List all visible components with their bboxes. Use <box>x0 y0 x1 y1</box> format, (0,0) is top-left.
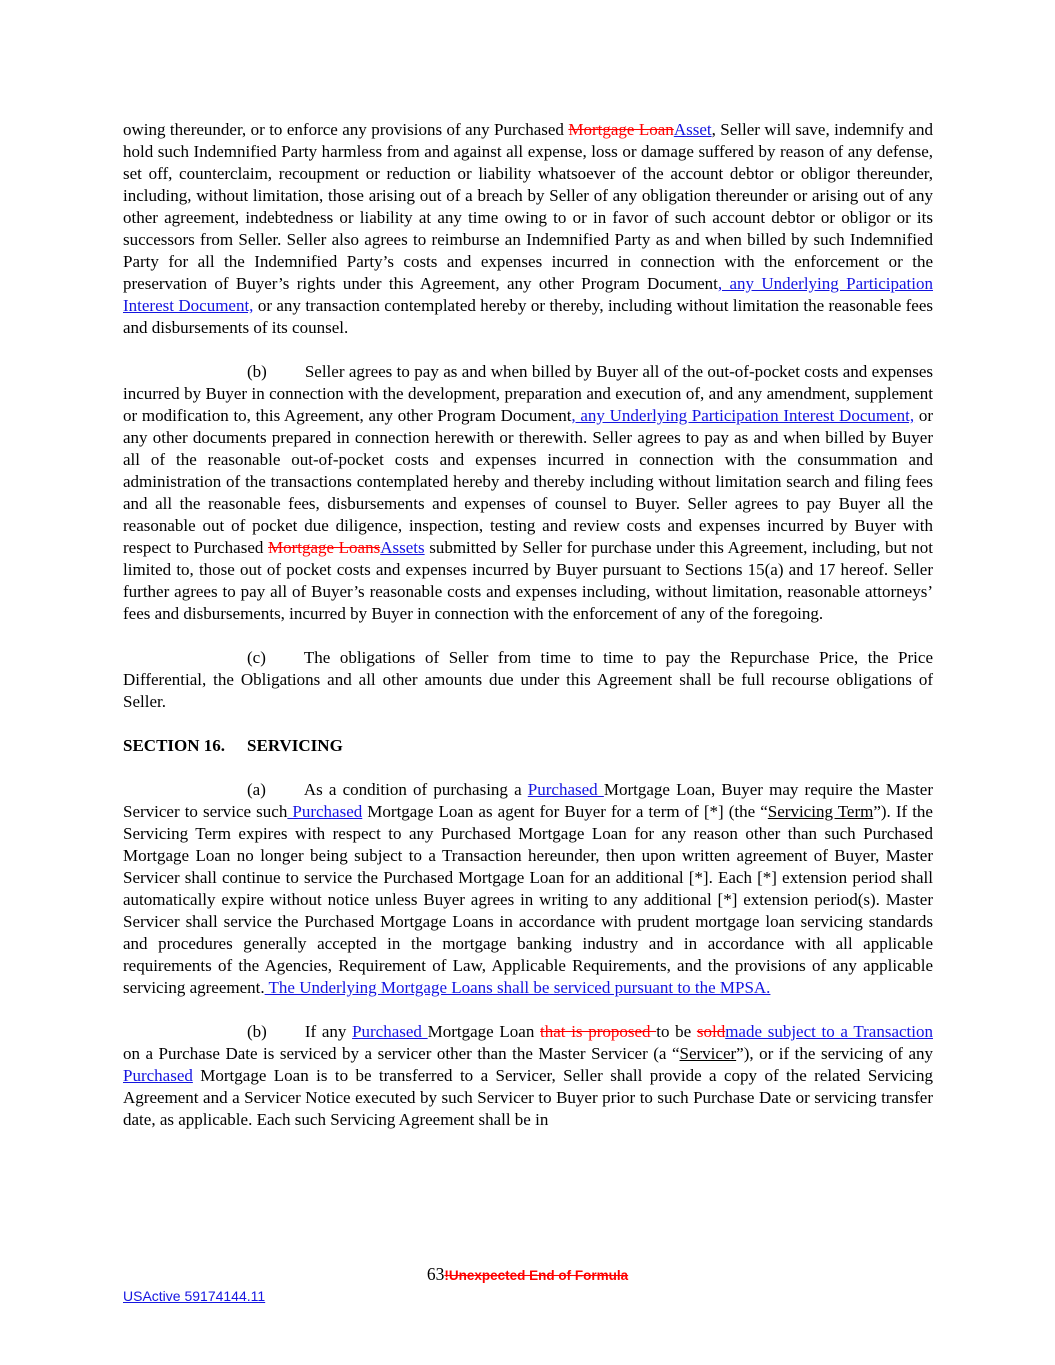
paragraph-15c <box>123 647 933 713</box>
inserted-text: Purchased <box>352 1022 428 1041</box>
text-run: As a condition of purchasing a <box>303 780 528 799</box>
text-run: owing thereunder, or to enforce any provisions of any Purchased <box>123 120 569 139</box>
page-footer <box>0 1264 1055 1285</box>
page-number: 63 <box>426 1264 445 1284</box>
text-run: , Seller will save, indemnify and hold such Indemnified Party harmless from and against all expense, loss or damage suffered by reason of any defense, set off, counterclaim, recoupment or reduction or liability whatsoever of the account debtor or obligor thereunder, including, without limitation, those arising out of a breach by Seller of any obligation thereunder or arising out of any other agreement, indebtedness or liability at any time owing to or in favor of such account debtor or obligor or its successors from Seller. Seller also agrees to reimburse an Indemnified Party as and when billed by such Indemnified Party for all the Indemnified Party’s costs and expenses incurred in connection with the enforcement or the preservation of Buyer’s rights under this Agreement, any other Program Document <box>123 120 933 293</box>
inserted-text: Asset <box>673 120 712 139</box>
inserted-text: , any Underlying Participation Interest Document, <box>123 274 934 315</box>
inserted-text: Purchased <box>123 1066 193 1085</box>
section-16-heading <box>123 735 933 757</box>
heading-text: SERVICING <box>247 736 343 755</box>
text-run: Mortgage Loan, Buyer may require the Master Servicer to service such <box>123 780 933 821</box>
inserted-text: , any Underlying Participation Interest Document, <box>571 406 915 425</box>
inserted-text: Purchased <box>287 802 363 821</box>
defined-term: Servicing Term <box>767 802 874 821</box>
paragraph-16b <box>123 1021 933 1131</box>
paragraph-16a <box>123 779 933 999</box>
text-run: (b) <box>247 362 267 381</box>
deleted-text: sold <box>696 1022 726 1041</box>
text-run: The obligations of Seller from time to time to pay the Repurchase Price, the Price Differential, the Obligations and all other amounts due under this Agreement shall be full recourse obligations of Seller. <box>123 648 933 711</box>
text-run: or any transaction contemplated hereby or thereby, including without limitation the reasonable fees and disbursements of its counsel. <box>123 296 933 337</box>
inserted-text: made subject to a Transaction <box>725 1022 934 1041</box>
deleted-text: Mortgage Loan <box>568 120 674 139</box>
inserted-text: Purchased <box>527 780 604 799</box>
text-run: ”), or if the servicing of any <box>736 1044 933 1063</box>
text-run: (a) <box>247 780 266 799</box>
formula-error-text: !Unexpected End of Formula <box>444 1268 629 1283</box>
text-run: to be <box>656 1022 697 1041</box>
inserted-text: Assets <box>380 538 425 557</box>
text-run: Mortgage Loan as agent for Buyer for a term of [*] (the “ <box>362 802 768 821</box>
text-run: on a Purchase Date is serviced by a servicer other than the Master Servicer (a “ <box>123 1044 680 1063</box>
text-run: or any other documents prepared in connection herewith or therewith. Seller agrees to pay as and when billed by Buyer all of the reasonable out-of-pocket costs and expenses incurred in connection with the consummation and administration of the transactions contemplated hereby and thereby including without limitation search and filing fees and all the reasonable fees, disbursements and expenses of counsel to Buyer. Seller agrees to pay Buyer all the reasonable out of pocket due diligence, inspection, testing and review costs and expenses incurred by Buyer with respect to Purchased <box>123 406 933 557</box>
paragraph-15b <box>123 361 933 625</box>
text-run: ”). If the Servicing Term expires with respect to any Purchased Mortgage Loan for any reason other than such Purchased Mortgage Loan no longer being subject to a Transaction hereunder, then upon written agreement of Buyer, Master Servicer shall continue to service the Purchased Mortgage Loan for an additional [*]. Each [*] extension period shall automatically expire without notice unless Buyer agrees in writing to any additional [*] extension period(s). Master Servicer shall service the Purchased Mortgage Loans in accordance with prudent mortgage loan servicing standards and procedures generally accepted in the mortgage banking industry and in accordance with all applicable requirements of the Agencies, Requirement of Law, Applicable Requirements, and the provisions of any applicable servicing agreement. <box>123 802 933 997</box>
paragraph-continuation <box>123 119 933 339</box>
text-run: (b) <box>247 1022 267 1041</box>
text-run: If any <box>304 1022 353 1041</box>
document-body <box>123 119 933 1153</box>
text-run: Mortgage Loan <box>427 1022 541 1041</box>
deleted-text: that is proposed <box>540 1022 657 1041</box>
text-run: Seller agrees to pay as and when billed by Buyer all of the out-of-pocket costs and expenses incurred by Buyer in connection with the development, preparation and execution of, and any amendment, supplement or modification to, this Agreement, any other Program Document <box>123 362 933 425</box>
doc-id-footer: USActive 59174144.11 <box>123 1288 266 1304</box>
inserted-text: The Underlying Mortgage Loans shall be serviced pursuant to the MPSA. <box>264 978 771 997</box>
deleted-text: Mortgage Loans <box>267 538 381 557</box>
text-run: Mortgage Loan is to be transferred to a Servicer, Seller shall provide a copy of the related Servicing Agreement and a Servicer Notice executed by such Servicer to Buyer prior to such Purchase Date or servicing transfer date, as applicable. Each such Servicing Agreement shall be in <box>123 1066 933 1129</box>
text-run: submitted by Seller for purchase under this Agreement, including, but not limited to, those out of pocket costs and expenses incurred by Buyer pursuant to Sections 15(a) and 17 hereof. Seller further agrees to pay all of Buyer’s reasonable costs and expenses including, without limitation, reasonable attorneys’ fees and disbursements, incurred by Buyer in connection with the enforcement of any of the foregoing. <box>123 538 933 623</box>
text-run: (c) <box>247 648 266 667</box>
heading-text: SECTION 16. <box>123 736 226 755</box>
defined-term: Servicer <box>679 1044 737 1063</box>
